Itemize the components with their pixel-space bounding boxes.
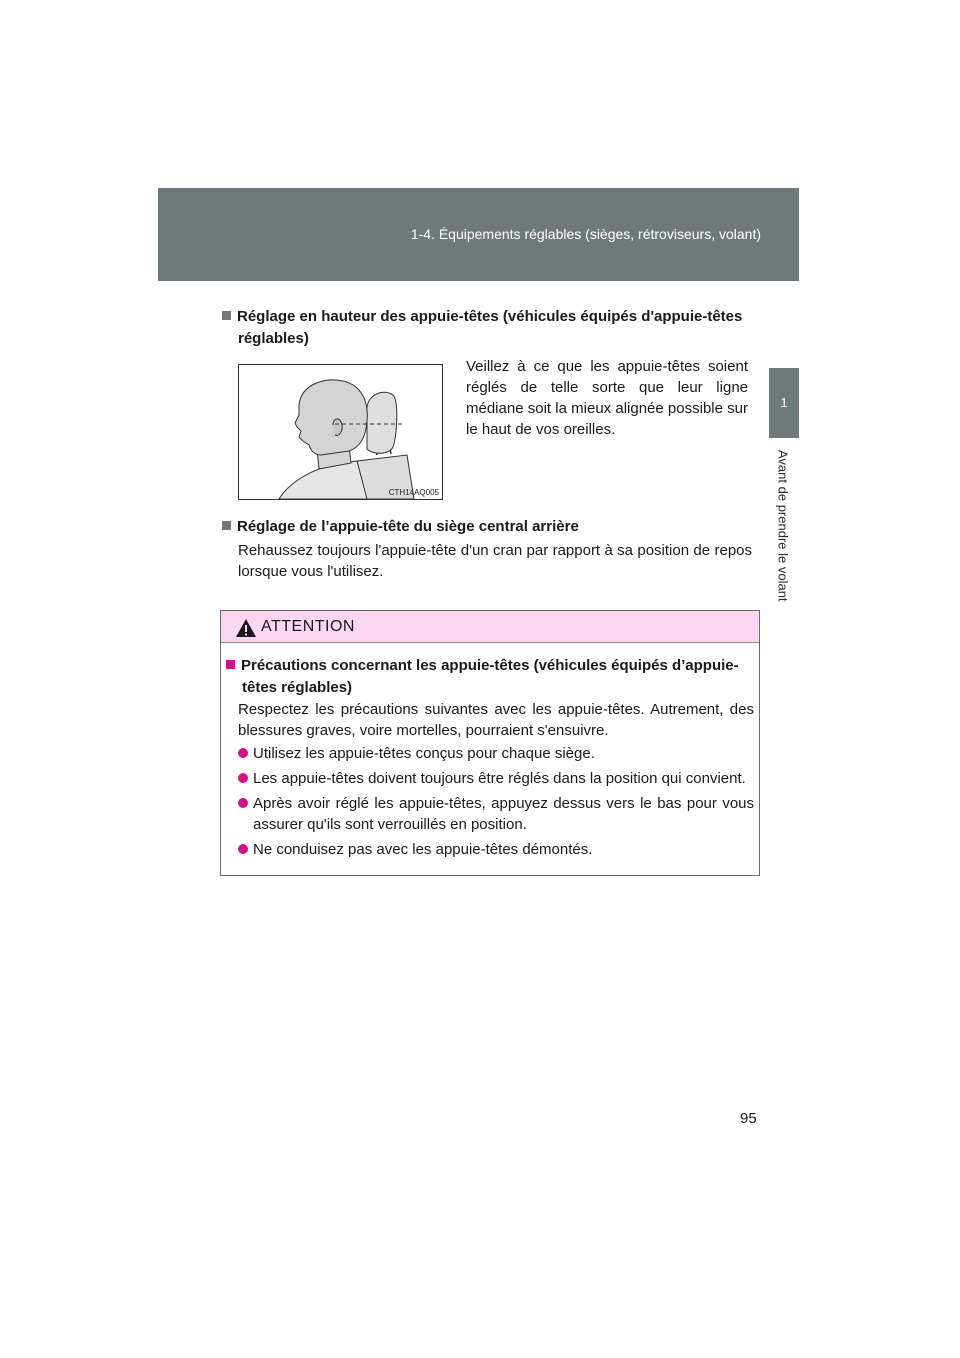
square-bullet-icon <box>222 311 231 320</box>
list-item-text: Ne conduisez pas avec les appuie-têtes démontés. <box>253 841 593 858</box>
attention-intro: Respectez les précautions suivantes avec les appuie-têtes. Autrement, des blessures graves, voire mortelles, pourraient s'ensuivre. <box>238 701 754 739</box>
section-heading-text: Réglage en hauteur des appuie-têtes (véhicules équipés d'appuie-têtes réglables) <box>237 308 743 347</box>
chapter-tab: 1 <box>769 368 799 438</box>
headrest-alignment-text: Veillez à ce que les appuie-têtes soient réglés de telle sorte que leur ligne médiane soit la mieux alignée possible sur le haut de vos oreilles. <box>466 358 748 438</box>
attention-heading <box>226 655 770 699</box>
list-item-text: Après avoir réglé les appuie-têtes, appuyez dessus vers le bas pour vous assurer qu'ils sont verrouillés en position. <box>253 795 754 833</box>
page-header <box>158 188 799 281</box>
warning-triangle-icon <box>235 618 257 638</box>
section-heading-height-adjustment <box>222 306 768 350</box>
rear-center-text: Rehaussez toujours l'appuie-tête d'un cran par rapport à sa position de repos lorsque vous l'utilisez. <box>238 542 752 580</box>
attention-header <box>221 611 759 643</box>
bullet-dot-icon <box>238 844 248 854</box>
headrest-illustration <box>238 364 443 500</box>
list-item <box>238 768 754 789</box>
bullet-dot-icon <box>238 798 248 808</box>
list-item-text: Utilisez les appuie-têtes conçus pour chaque siège. <box>253 745 595 762</box>
attention-label: ATTENTION <box>261 618 355 635</box>
bullet-dot-icon <box>238 748 248 758</box>
list-item <box>238 839 754 860</box>
bullet-dot-icon <box>238 773 248 783</box>
list-item <box>238 743 754 764</box>
header-title: 1-4. Équipements réglables (sièges, rétroviseurs, volant) <box>410 226 761 242</box>
figure-code: CTH14AQ005 <box>388 488 439 497</box>
square-bullet-icon <box>222 521 231 530</box>
attention-list <box>238 743 754 864</box>
attention-heading-text: Précautions concernant les appuie-têtes (véhicules équipés d’appuie-têtes réglables) <box>241 657 739 696</box>
list-item <box>238 793 754 835</box>
section-heading-rear-center <box>222 516 768 538</box>
attention-box <box>220 610 760 876</box>
list-item-text: Les appuie-têtes doivent toujours être réglés dans la position qui convient. <box>253 770 746 787</box>
square-bullet-icon <box>226 660 235 669</box>
chapter-title: Avant de prendre le volant <box>775 450 791 602</box>
section-heading-text: Réglage de l’appuie-tête du siège central arrière <box>237 518 579 535</box>
head-headrest-figure <box>239 365 442 499</box>
page-number: 95 <box>740 1110 757 1127</box>
